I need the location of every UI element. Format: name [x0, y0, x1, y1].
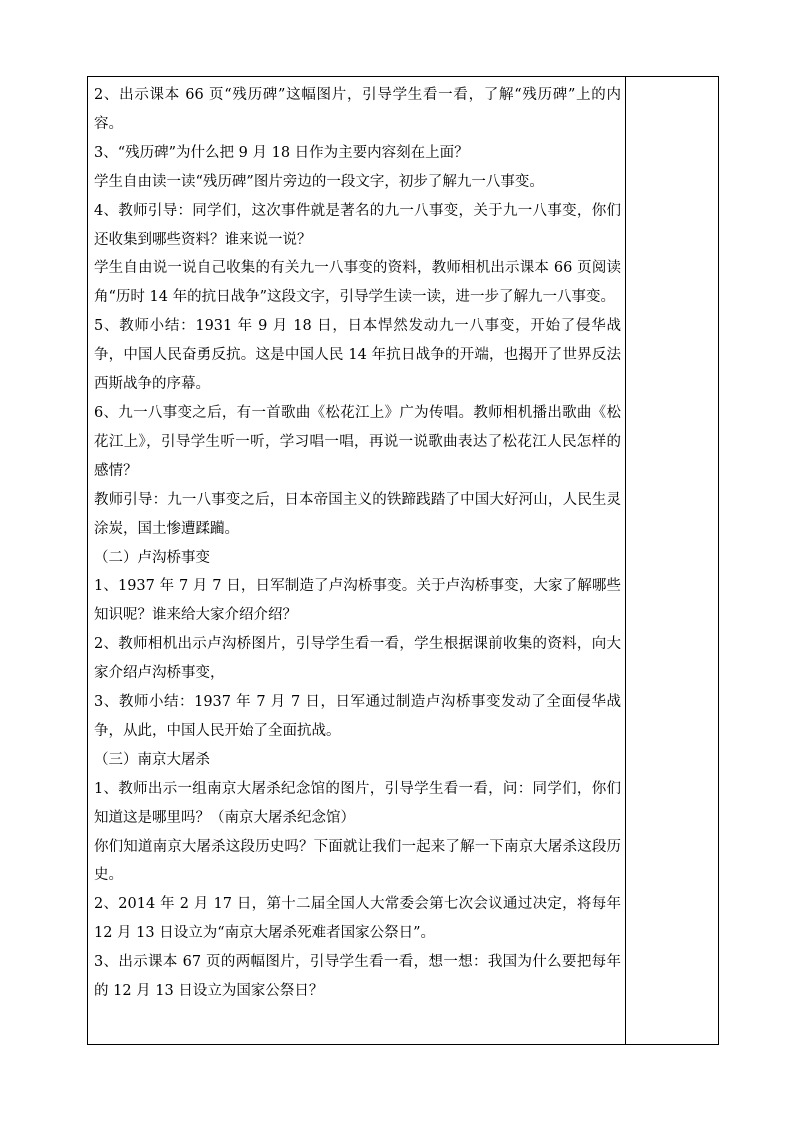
paragraph: 3、出示课本 67 页的两幅图片，引导学生看一看，想一想：我国为什么要把每年的 12 月 13 日设立为国家公祭日？ [94, 954, 621, 1000]
paragraph: 学生自由说一说自己收集的有关九一八事变的资料，教师相机出示课本 66 页阅读角“历时 14 年的抗日战争”这段文字，引导学生读一读，进一步了解九一八事变。 [94, 260, 621, 306]
paragraph: 1、1937 年 7 月 7 日，日军制造了卢沟桥事变。关于卢沟桥事变，大家了解哪些知识呢？谁来给大家介绍介绍？ [94, 578, 621, 624]
paragraph: 4、教师引导：同学们，这次事件就是著名的九一八事变，关于九一八事变，你们还收集到哪些资料？谁来说一说？ [94, 202, 621, 248]
paragraph: 2、出示课本 66 页“残历碑”这幅图片，引导学生看一看，了解“残历碑”上的内容。 [94, 87, 621, 132]
paragraph: 3、“残历碑”为什么把 9 月 18 日作为主要内容刻在上面？ [94, 144, 469, 161]
paragraph: 学生自由读一读“残历碑”图片旁边的一段文字，初步了解九一八事变。 [94, 173, 544, 190]
paragraph: 5、教师小结：1931 年 9 月 18 日，日本悍然发动九一八事变，开始了侵华战争，中国人民奋勇反抗。这是中国人民 14 年抗日战争的开端，也揭开了世界反法西斯战争的序幕。 [94, 318, 621, 393]
section-heading: （二）卢沟桥事变 [94, 549, 210, 566]
paragraph: 2、2014 年 2 月 17 日，第十二届全国人大常委会第七次会议通过决定，将每年 12 月 13 日设立为“南京大屠杀死难者国家公祭日”。 [94, 896, 621, 942]
paragraph: 3、教师小结：1937 年 7 月 7 日，日军通过制造卢沟桥事变发动了全面侵华战争，从此，中国人民开始了全面抗战。 [94, 694, 621, 739]
lesson-content-cell [94, 81, 621, 1006]
lesson-plan-table [87, 76, 719, 1045]
paragraph: 教师引导：九一八事变之后，日本帝国主义的铁蹄践踏了中国大好河山，人民生灵涂炭，国土惨遭蹂躏。 [94, 491, 621, 537]
paragraph: 2、教师相机出示卢沟桥图片，引导学生看一看，学生根据课前收集的资料，向大家介绍卢沟桥事变， [94, 636, 621, 682]
section-heading: （三）南京大屠杀 [94, 751, 210, 768]
paragraph: 6、九一八事变之后，有一首歌曲《松花江上》广为传唱。教师相机播出歌曲《松花江上》，引导学生听一听，学习唱一唱，再说一说歌曲表达了松花江人民怎样的感情？ [94, 404, 621, 479]
paragraph: 你们知道南京大屠杀这段历史吗？下面就让我们一起来了解一下南京大屠杀这段历史。 [94, 838, 621, 884]
paragraph: 1、教师出示一组南京大屠杀纪念馆的图片，引导学生看一看，问：同学们，你们知道这是哪里吗？（南京大屠杀纪念馆） [94, 780, 621, 826]
column-divider [625, 77, 626, 1044]
